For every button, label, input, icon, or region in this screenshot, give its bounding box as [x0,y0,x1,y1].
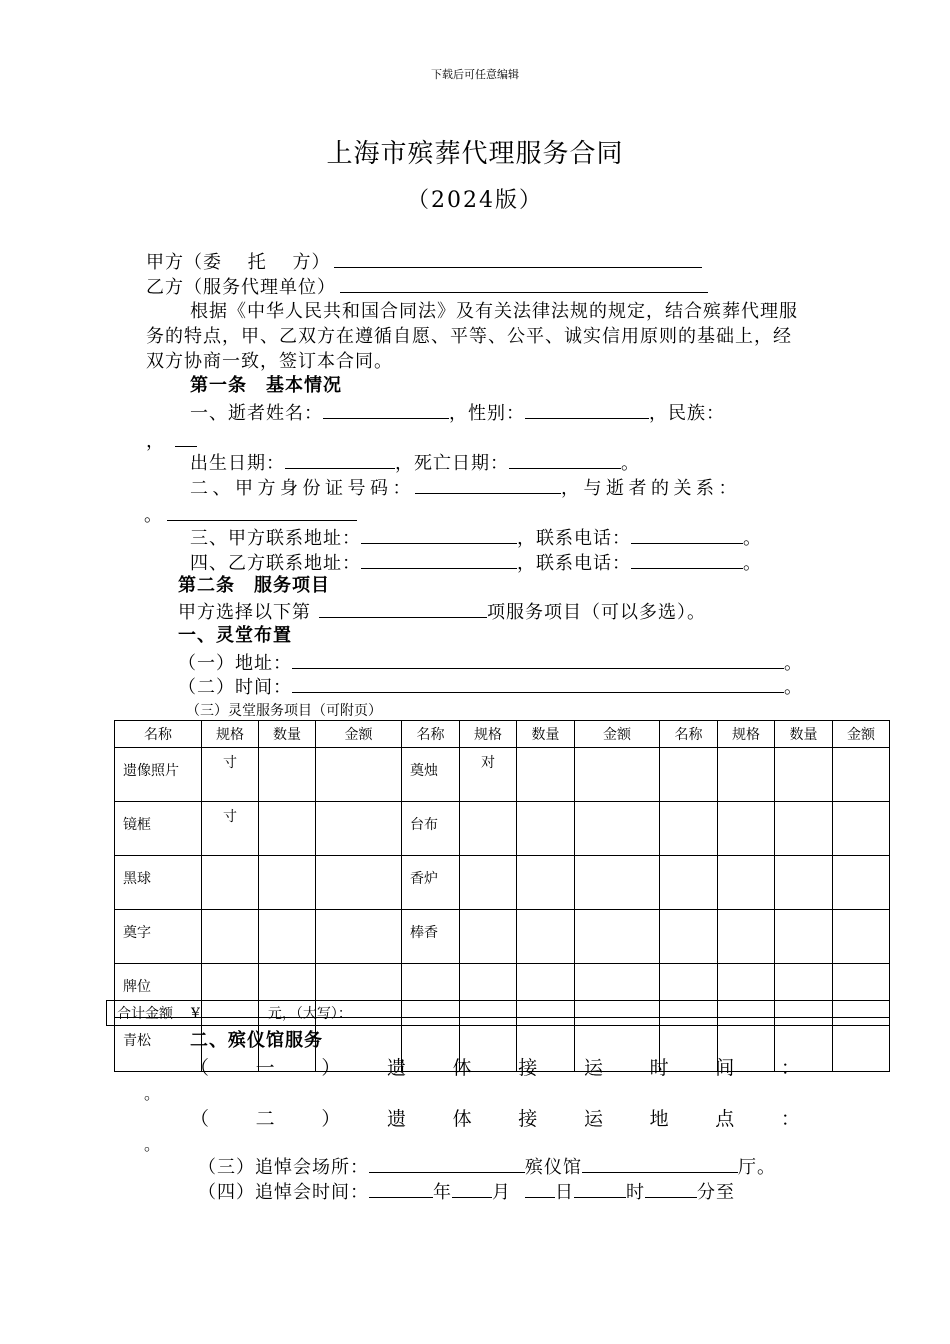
total-uppercase-label: 元，（大写）： [267,1006,352,1022]
table-cell: 奠烛 [402,748,460,802]
party-b-label: 乙方（服务代理单位） [146,277,336,298]
table-cell-empty[interactable] [460,910,517,964]
page-header-note: 下载后可任意编辑 [431,68,519,81]
table-cell: 镜框 [115,802,202,856]
table-cell-empty[interactable] [833,910,890,964]
hour-field[interactable] [574,1179,626,1198]
hall-address-field[interactable] [292,650,784,669]
table-cell: 牌位 [115,964,202,1018]
table-cell-empty[interactable] [460,802,517,856]
column-header: 金额 [833,721,890,748]
period: 。 [784,653,803,674]
label-char: 地 [649,1108,669,1130]
table-cell-empty[interactable] [517,910,575,964]
table-cell-empty[interactable] [259,802,316,856]
column-header: 数量 [259,721,316,748]
hall-address-line [178,650,803,676]
table-cell-empty[interactable] [259,856,316,910]
party-a-address-field[interactable] [361,525,517,544]
column-header: 数量 [517,721,575,748]
table-cell-empty[interactable] [775,910,833,964]
table-cell-empty[interactable] [833,748,890,802]
table-cell-empty[interactable] [575,802,660,856]
label-char: 间 [715,1057,735,1079]
table-cell-empty[interactable] [517,856,575,910]
month-field[interactable] [452,1179,492,1198]
day-label: 日 [555,1182,574,1203]
table-cell-empty[interactable] [259,910,316,964]
party-b-address-label: 四、乙方联系地址： [190,553,361,574]
section-hall-title: 一、灵堂布置 [178,625,292,646]
hall-address-label: （一）地址： [178,653,292,674]
table-row [115,910,890,964]
party-b-field[interactable] [340,274,708,293]
table-row [115,856,890,910]
label-char: 体 [452,1057,472,1079]
transport-time-field[interactable]: 。 [144,1084,161,1103]
year-field[interactable] [369,1179,433,1198]
column-header: 规格 [202,721,259,748]
day-field[interactable] [525,1179,555,1198]
label-char: 点 [715,1108,735,1130]
relationship-period: 。 [144,505,163,526]
transport-place-field[interactable]: 。 [144,1135,161,1154]
table-cell-empty[interactable] [660,748,718,802]
table-cell: 奠字 [115,910,202,964]
hall-time-line [178,674,803,700]
table-row [115,802,890,856]
label-char: ） [321,1108,341,1130]
death-date-label: ，死亡日期： [395,453,509,474]
column-header: 数量 [775,721,833,748]
label-char: ） [321,1057,341,1079]
table-cell-empty[interactable] [718,802,775,856]
birth-date-label: 出生日期： [190,453,285,474]
memorial-venue-field[interactable] [369,1154,525,1173]
label-char: 体 [452,1108,472,1130]
label-char: 时 [649,1057,669,1079]
dates-line [190,450,640,476]
table-cell: 棒香 [402,910,460,964]
column-header: 名称 [115,721,202,748]
label-char: 接 [518,1108,538,1130]
table-header-row [115,721,890,748]
table-cell-empty[interactable] [718,748,775,802]
table-cell-empty[interactable] [517,748,575,802]
total-amount-label: 合计金额 [117,1006,173,1022]
column-header: 规格 [718,721,775,748]
table-cell-empty[interactable] [517,802,575,856]
gender-field[interactable] [525,400,649,419]
label-char: （ [190,1057,210,1079]
table-cell-empty[interactable] [575,748,660,802]
table-cell: 遗像照片 [115,748,202,802]
label-char: 运 [583,1108,603,1130]
memorial-time-line [198,1179,735,1205]
hall-time-label: （二）时间： [178,677,292,698]
gender-label: ，性别： [449,403,525,424]
table-cell-empty[interactable] [316,748,402,802]
table-cell-empty[interactable] [316,802,402,856]
party-a-phone-field[interactable] [631,525,743,544]
funeral-home-label: 殡仪馆 [525,1157,582,1178]
minute-field[interactable] [645,1179,697,1198]
ethnicity-field[interactable] [175,428,197,447]
table-cell: 青松 [115,1018,202,1072]
body-transport-time-label [190,1053,800,1080]
table-row [115,748,890,802]
article-2-title: 第二条 服务项目 [178,575,330,596]
label-char: 运 [583,1057,603,1079]
party-a-label: 甲方（委 托 方） [146,252,331,273]
ethnicity-label: ，民族： [649,403,725,424]
party-b-phone-field[interactable] [631,550,743,569]
memorial-venue-label: （三）追悼会场所： [198,1157,369,1178]
period: 。 [621,453,640,474]
table-cell-empty[interactable] [660,856,718,910]
table-cell-empty[interactable] [316,910,402,964]
hall-suffix: 厅。 [738,1157,776,1178]
month-label: 月 [492,1182,511,1203]
table-cell-empty[interactable] [660,910,718,964]
hall-time-field[interactable] [292,674,784,693]
service-choice-suffix: 项服务项目（可以多选）。 [487,602,706,623]
currency-symbol: ¥ [191,1006,200,1022]
page-title: 上海市殡葬代理服务合同 [326,139,624,169]
label-char: 遗 [386,1108,406,1130]
section-funeral-home-title: 二、殡仪馆服务 [190,1030,323,1051]
memorial-time-label: （四）追悼会时间： [198,1182,369,1203]
column-header: 名称 [660,721,718,748]
year-label: 年 [433,1182,452,1203]
hall-items-label: （三）灵堂服务项目（可附页） [186,703,382,719]
table-cell-empty[interactable] [718,910,775,964]
column-header: 金额 [316,721,402,748]
table-cell-empty[interactable] [775,856,833,910]
table-cell-empty[interactable] [575,910,660,964]
table-cell: 对 [460,748,517,802]
table-cell: 寸 [202,748,259,802]
deceased-name-field[interactable] [323,400,449,419]
label-char: 一 [255,1057,275,1079]
service-choice-line [178,599,706,625]
table-cell: 黑球 [115,856,202,910]
party-a-field[interactable] [334,249,702,268]
party-b-phone-label: ，联系电话： [517,553,631,574]
table-cell-empty[interactable] [202,910,259,964]
table-cell: 寸 [202,802,259,856]
death-date-field[interactable] [509,450,621,469]
edition-label: （2024版） [407,188,543,213]
table-cell-empty[interactable] [660,802,718,856]
table-cell-empty[interactable] [775,748,833,802]
table-cell-empty[interactable] [775,802,833,856]
label-char: 二 [255,1108,275,1130]
table-cell-empty[interactable] [575,856,660,910]
id-number-field[interactable] [415,475,561,494]
table-cell-empty[interactable] [316,856,402,910]
article-1-title: 第一条 基本情况 [190,375,342,396]
party-b-address-field[interactable] [361,550,517,569]
party-a-phone-label: ，联系电话： [517,528,631,549]
label-char: ： [780,1057,800,1079]
preamble: 根据《中华人民共和国合同法》及有关法律法规的规定，结合殡葬代理服务的特点，甲、乙双方在遵循自愿、平等、公平、诚实信用原则的基础上，经双方协商一致，签订本合同。 [146,301,798,372]
column-header: 金额 [575,721,660,748]
birth-date-field[interactable] [285,450,395,469]
deceased-name-label: 一、逝者姓名： [190,403,323,424]
service-choice-label: 甲方选择以下第 [178,602,311,623]
hour-label: 时 [626,1182,645,1203]
hall-name-field[interactable] [582,1154,738,1173]
party-b-line [146,274,708,300]
period: 。 [784,677,803,698]
table-cell-empty[interactable] [202,856,259,910]
label-char: ： [780,1108,800,1130]
table-cell: 台布 [402,802,460,856]
service-choice-field[interactable] [319,599,487,618]
id-line [190,475,741,501]
table-cell-empty[interactable] [833,856,890,910]
period: 。 [743,528,762,549]
table-cell-empty[interactable] [833,802,890,856]
table-cell-empty[interactable] [259,748,316,802]
body-transport-place-label [190,1104,800,1131]
party-a-address-label: 三、甲方联系地址： [190,528,361,549]
total-amount-row [106,1000,890,1026]
period: 。 [743,553,762,574]
table-cell-empty[interactable] [718,856,775,910]
label-char: 接 [518,1057,538,1079]
minute-label: 分至 [697,1182,735,1203]
table-cell-empty[interactable] [460,856,517,910]
relationship-field[interactable] [167,502,357,521]
table-cell: 香炉 [402,856,460,910]
column-header: 名称 [402,721,460,748]
label-char: 遗 [386,1057,406,1079]
id-number-label: 二、甲方身份证号码： [190,478,415,499]
ethnicity-comma: ， [146,431,165,452]
party-a-address-line [190,525,762,551]
party-b-address-line [190,550,762,576]
label-char: （ [190,1108,210,1130]
memorial-venue-line [198,1154,776,1180]
party-a-line [146,249,702,275]
relationship-label: ，与逝者的关系： [561,478,741,499]
deceased-line [190,400,725,426]
column-header: 规格 [460,721,517,748]
